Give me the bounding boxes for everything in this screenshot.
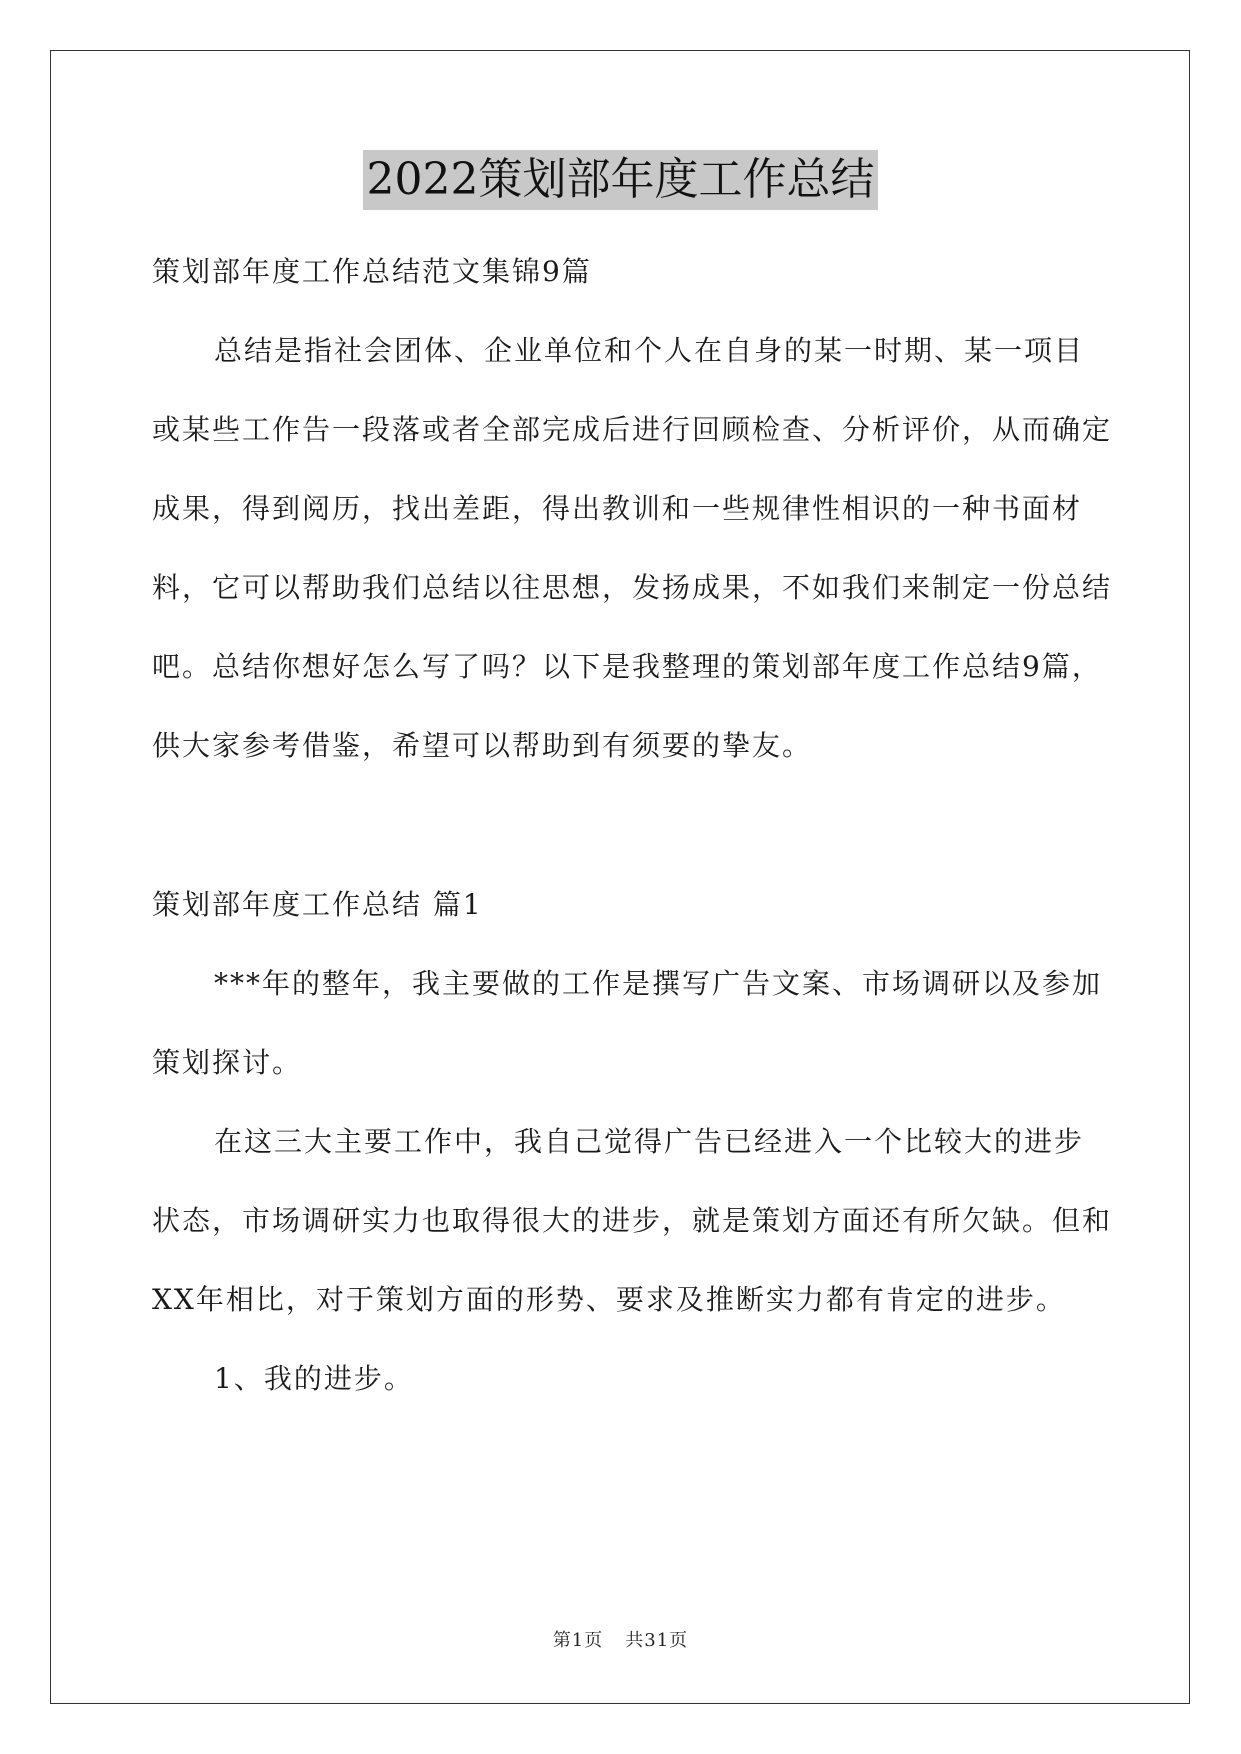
body-paragraph-3: 1、我的进步。 [214,1362,414,1395]
body-paragraph-1: ***年的整年，我主要做的工作是撰写广告文案、市场调研以及参加策划探讨。 [152,967,1103,1079]
document-title: 2022策划部年度工作总结 [363,150,879,210]
document-subtitle: 策划部年度工作总结范文集锦9篇 [152,255,592,288]
title-container [0,150,1241,210]
document-body [152,232,1112,1418]
page-total: 共31页 [625,1630,689,1651]
section-spacer [152,785,1112,865]
page-footer [0,1626,1241,1652]
page-number: 第1页 [552,1630,604,1651]
body-paragraph-2: 在这三大主要工作中，我自己觉得广告已经进入一个比较大的进步状态，市场调研实力也取得很大的进步，就是策划方面还有所欠缺。但和XX年相比，对于策划方面的形势、要求及推断实力都有肯定的进步。 [152,1125,1113,1316]
intro-paragraph: 总结是指社会团体、企业单位和个人在自身的某一时期、某一项目或某些工作告一段落或者全部完成后进行回顾检查、分析评价，从而确定成果，得到阅历，找出差距，得出教训和一些规律性相识的一种书面材料，它可以帮助我们总结以往思想，发扬成果，不如我们来制定一份总结吧。总结你想好怎么写了吗？以下是我整理的策划部年度工作总结9篇，供大家参考借鉴，希望可以帮助到有须要的挚友。 [152,334,1113,762]
section-heading: 策划部年度工作总结 篇1 [152,888,483,921]
